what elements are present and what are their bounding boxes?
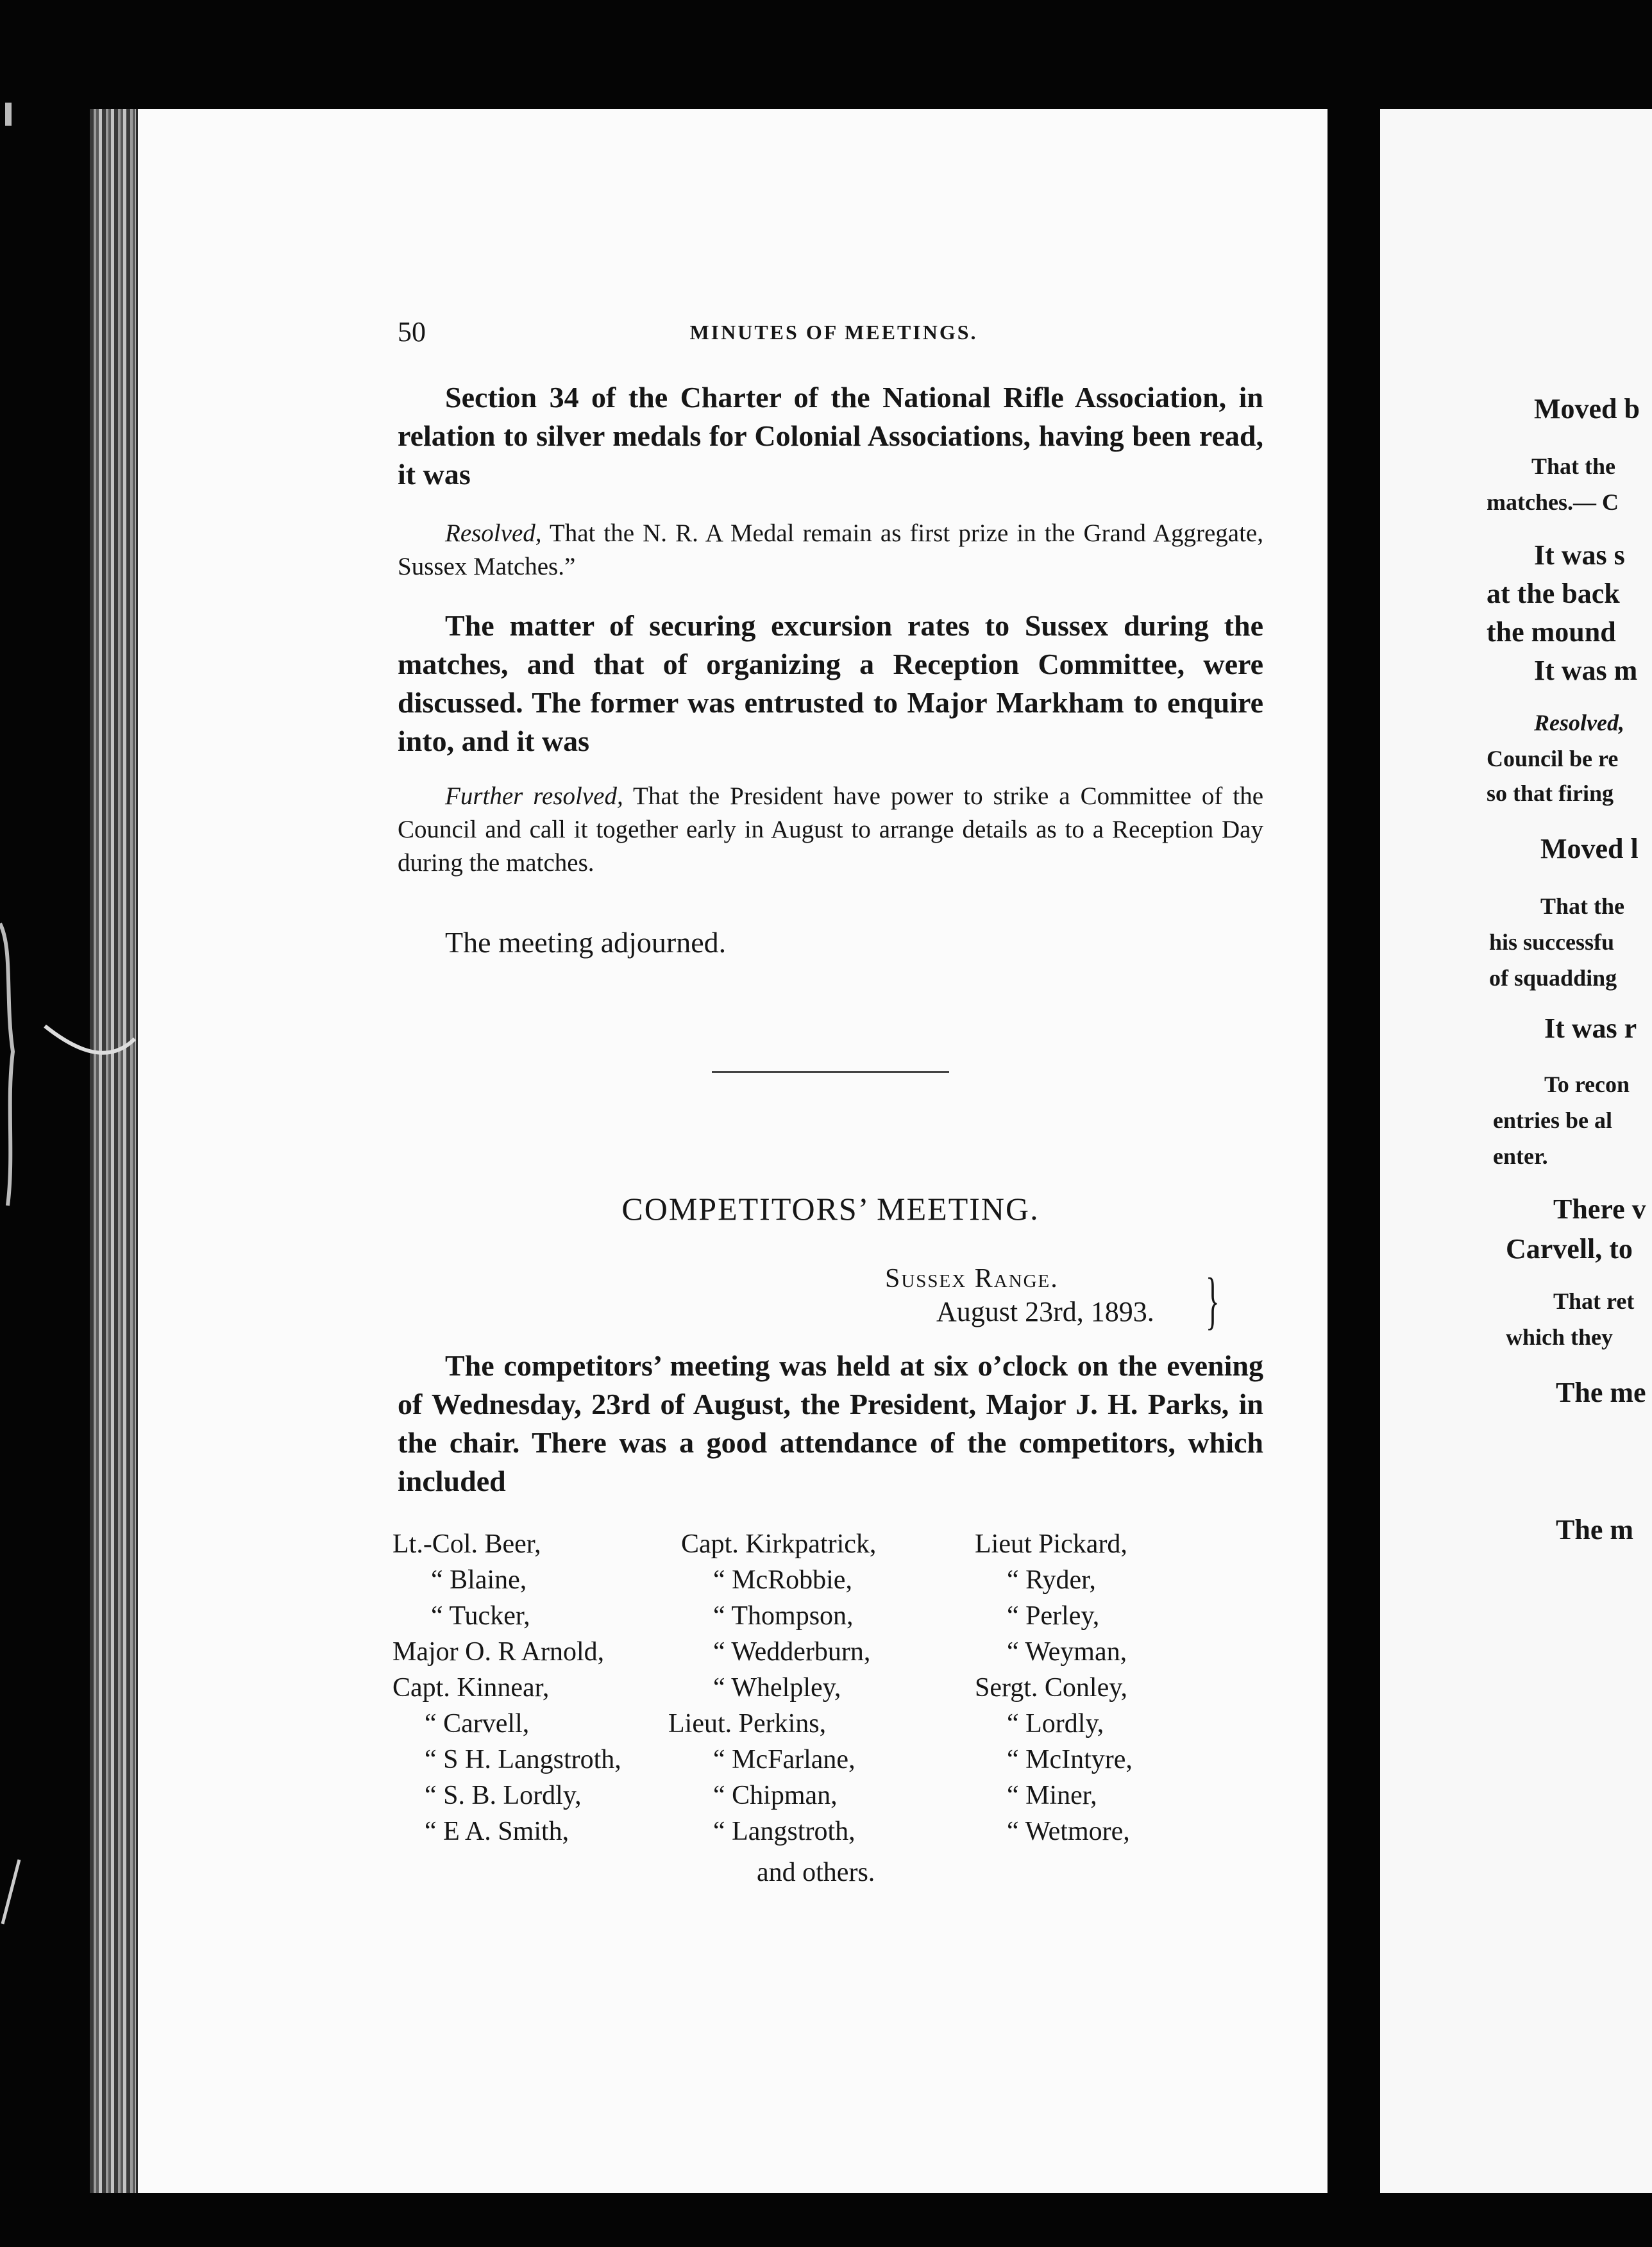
attendee: Lt.-Col. Beer, xyxy=(392,1529,541,1559)
facing-line: That the xyxy=(1531,453,1616,479)
resolution-text: That the President have power to strike a Committee of the Council and call it together early in August to arrange details as to a Reception Day during the matches. xyxy=(398,782,1264,877)
attendee: “ Weyman, xyxy=(1007,1637,1127,1667)
book-binding xyxy=(90,109,138,2193)
facing-line: It was r xyxy=(1544,1013,1637,1044)
facing-line: To recon xyxy=(1544,1072,1630,1097)
attendee: “ Lordly, xyxy=(1007,1709,1104,1738)
attendee: Major O. R Arnold, xyxy=(392,1637,605,1667)
attendee: “ Miner, xyxy=(1007,1781,1097,1810)
attendee: “ Tucker, xyxy=(431,1601,530,1631)
paragraph-text: The competitors’ meeting was held at six o’clock on the evening of Wednesday, 23rd of August, the President, Major J. H. Parks, in the chair. There was a good attendance of the competitors, which included xyxy=(398,1349,1263,1497)
paragraph-text: Section 34 of the Charter of the National Rifle Association, in relation to silver medals for Colonial Associations, having been read, it was xyxy=(398,381,1263,491)
facing-line: The m xyxy=(1556,1514,1633,1545)
attendee: “ Whelpley, xyxy=(713,1673,841,1703)
meeting-place: Sussex Range. xyxy=(885,1264,1059,1293)
resolution-2 xyxy=(398,780,1263,880)
attendee: “ S. B. Lordly, xyxy=(425,1781,582,1810)
facing-page xyxy=(1380,109,1652,2193)
resolved-label: Resolved, xyxy=(445,519,542,547)
attendee: “ McFarlane, xyxy=(713,1745,856,1774)
further-resolved-label: Further resolved, xyxy=(445,782,623,810)
facing-line: Council be re xyxy=(1487,746,1619,771)
and-others: and others. xyxy=(757,1858,875,1887)
facing-line: of squadding xyxy=(1489,965,1617,991)
attendee: “ McRobbie, xyxy=(713,1565,852,1595)
facing-line: enter. xyxy=(1493,1143,1548,1169)
resolution-text: That the N. R. A Medal remain as first prize in the Grand Aggregate, Sussex Matches.” xyxy=(398,519,1263,580)
page-number: 50 xyxy=(398,316,426,348)
attendee: “ Wetmore, xyxy=(1007,1817,1130,1846)
facing-line: matches.— C xyxy=(1487,489,1619,515)
facing-line: Moved l xyxy=(1540,833,1639,864)
facing-line: Carvell, to xyxy=(1506,1233,1633,1265)
paragraph-text: The meeting adjourned. xyxy=(445,926,727,959)
facing-line: the mound xyxy=(1487,616,1616,648)
facing-line: entries be al xyxy=(1493,1107,1612,1133)
meeting-intro xyxy=(398,1347,1263,1501)
edge-scratch xyxy=(0,923,13,1206)
attendee-column-1 xyxy=(392,1526,621,1849)
facing-line: That the xyxy=(1540,893,1625,919)
paragraph-text: The matter of securing excursion rates to Sussex during the matches, and that of organizing a Reception Committee, were discussed. The former was entrusted to Major Markham to enquire into, and it was xyxy=(398,609,1263,757)
paragraph-adjourned xyxy=(398,923,1263,962)
attendee: Capt. Kinnear, xyxy=(392,1673,550,1703)
section-divider xyxy=(712,1071,949,1073)
brace: } xyxy=(1206,1265,1220,1336)
running-head: MINUTES OF MEETINGS. xyxy=(689,321,978,344)
facing-line: There v xyxy=(1553,1193,1646,1225)
attendee: “ S H. Langstroth, xyxy=(425,1745,621,1774)
facing-line: It was m xyxy=(1534,655,1638,686)
facing-line: which they xyxy=(1506,1324,1614,1350)
paragraph-excursion-rates xyxy=(398,607,1263,761)
attendee: “ Langstroth, xyxy=(713,1817,856,1846)
resolution-1 xyxy=(398,517,1263,584)
attendee: “ Perley, xyxy=(1007,1601,1100,1631)
edge-scratch xyxy=(3,1860,19,1924)
attendee: “ Carvell, xyxy=(425,1709,530,1738)
attendee: “ McIntyre, xyxy=(1007,1745,1133,1774)
attendee: Lieut. Perkins, xyxy=(668,1709,827,1738)
attendee: “ Blaine, xyxy=(431,1565,527,1595)
facing-line: so that firing xyxy=(1487,780,1614,806)
paragraph-section-34 xyxy=(398,378,1263,494)
attendee: Capt. Kirkpatrick, xyxy=(681,1529,877,1559)
attendee: “ Ryder, xyxy=(1007,1565,1096,1595)
attendee: “ Chipman, xyxy=(713,1781,838,1810)
facing-line: The me xyxy=(1556,1377,1646,1408)
attendee-column-2 xyxy=(668,1526,877,1849)
facing-line: Resolved, xyxy=(1534,710,1624,736)
attendee: “ Wedderburn, xyxy=(713,1637,871,1667)
meeting-date: August 23rd, 1893. xyxy=(936,1296,1154,1327)
attendee: “ E A. Smith, xyxy=(425,1817,569,1846)
section-title: COMPETITORS’ MEETING. xyxy=(621,1191,1040,1227)
attendee: “ Thompson, xyxy=(713,1601,854,1631)
attendee-column-3 xyxy=(975,1526,1133,1849)
attendee: Sergt. Conley, xyxy=(975,1673,1127,1703)
facing-line: his successfu xyxy=(1489,929,1615,955)
facing-line: That ret xyxy=(1553,1288,1635,1314)
attendee: Lieut Pickard, xyxy=(975,1529,1127,1559)
facing-line: at the back xyxy=(1487,578,1620,609)
page-header xyxy=(398,316,1270,354)
edge-speck xyxy=(5,103,12,126)
facing-line: It was s xyxy=(1534,539,1625,571)
facing-line: Moved b xyxy=(1534,393,1640,425)
